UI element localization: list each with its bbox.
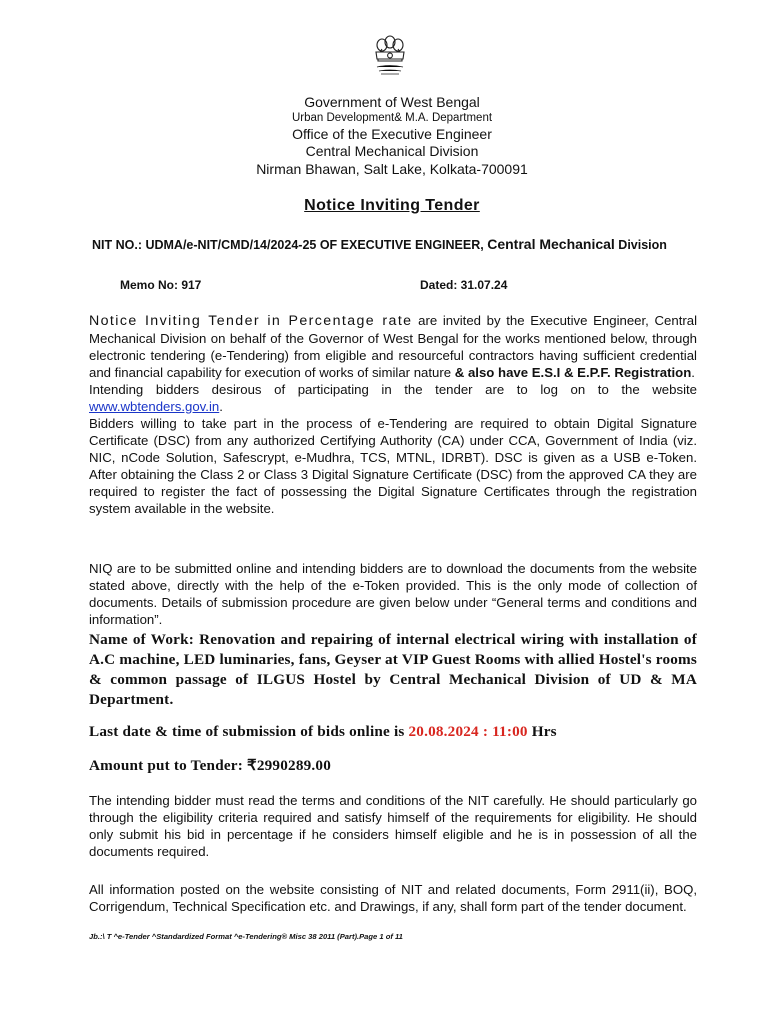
- information-paragraph: All information posted on the website consisting of NIT and related documents, Form 2911(ii), BOQ, Corrigendum, Technical Specification etc. and Drawings, if any, shall form part of the tender document.: [89, 882, 697, 914]
- intro-paragraph: [89, 312, 697, 517]
- niq-paragraph: NIQ are to be submitted online and intending bidders are to download the documents from the website stated above, directly with the help of the e-Token provided. This is the only mode of collection of documents. Details of submission procedure are given below under “General terms and conditions and information”.: [89, 561, 697, 627]
- nit-number-suffix: Division: [614, 238, 667, 252]
- last-date-suffix: Hrs: [527, 723, 557, 740]
- office-address: Nirman Bhawan, Salt Lake, Kolkata-700091: [256, 161, 528, 177]
- intro-lead: Notice Inviting Tender in Percentage rate: [89, 313, 413, 329]
- last-date: [89, 722, 697, 742]
- page-title: Notice Inviting Tender: [304, 197, 480, 214]
- amount-put-to-tender: Amount put to Tender: ₹2990289.00: [89, 757, 331, 774]
- memo-date: Dated: 31.07.24: [420, 278, 508, 292]
- eligibility-paragraph: The intending bidder must read the terms and conditions of the NIT carefully. He should particularly go through the eligibility criteria required and satisfy himself of the requirements for eligibility. He should only submit his bid in percentage if he considers himself eligible and he is in possession of all the documents required.: [89, 793, 697, 859]
- intro-registration: & also have E.S.I & E.P.F. Registration: [454, 365, 692, 380]
- name-of-work: Name of Work: Renovation and repairing of internal electrical wiring with installation of A.C machine, LED luminaries, fans, Geyser at VIP Guest Rooms with allied Hostel's rooms & common passage of ILGUS Hostel by Central Mechanical Division of UD & MA Department.: [89, 631, 697, 708]
- website-end: .: [219, 399, 223, 414]
- website-text: Intending bidders desirous of participating in the tender are to log on to the website: [89, 382, 697, 397]
- last-date-value: 20.08.2024 : 11:00: [408, 723, 528, 740]
- state-emblem-icon: [368, 30, 412, 82]
- division-name: Central Mechanical Division: [305, 143, 479, 159]
- govt-name: Government of West Bengal: [304, 94, 480, 110]
- office-name: Office of the Executive Engineer: [292, 126, 492, 142]
- intro-end: .: [691, 365, 695, 380]
- department-name: Urban Development& M.A. Department: [291, 112, 493, 124]
- intro-text: are invited by the Executive Engineer, Central Mechanical Division on behalf of the Governor of West Bengal for the works mentioned below, through electronic tendering (e-Tendering) from eligible and resourceful contractors having sufficient credential and financial capability for execution of works of similar nature: [89, 313, 698, 380]
- website-link[interactable]: www.wbtenders.gov.in: [89, 399, 220, 414]
- nit-number: [92, 236, 667, 252]
- last-date-label: Last date & time of submission of bids online is: [89, 723, 409, 740]
- nit-number-division: Central Mechanical: [487, 236, 615, 252]
- dsc-paragraph: Bidders willing to take part in the process of e-Tendering are required to obtain Digital Signature Certificate (DSC) from any authorized Certifying Authority (CA) under CCA, Government of India (viz. NIC, nCode Solution, Safescrypt, e-Mudhra, TCS, MTNL, IDRBT). DSC is given as a USB e-Token. After obtaining the Class 2 or Class 3 Digital Signature Certificate (DSC) from the approved CA they are required to register the fact of possessing the Digital Signature Certificates through the registration system available in the website.: [89, 416, 697, 516]
- page-footer: Jb.:\ T ^e-Tender ^Standardized Format ^e-Tendering® Misc 38 2011 (Part).Page 1 of 11: [89, 932, 403, 941]
- memo-number: Memo No: 917: [120, 278, 202, 292]
- nit-number-prefix: NIT NO.: UDMA/e-NIT/CMD/14/2024-25 OF EXECUTIVE ENGINEER,: [92, 238, 488, 252]
